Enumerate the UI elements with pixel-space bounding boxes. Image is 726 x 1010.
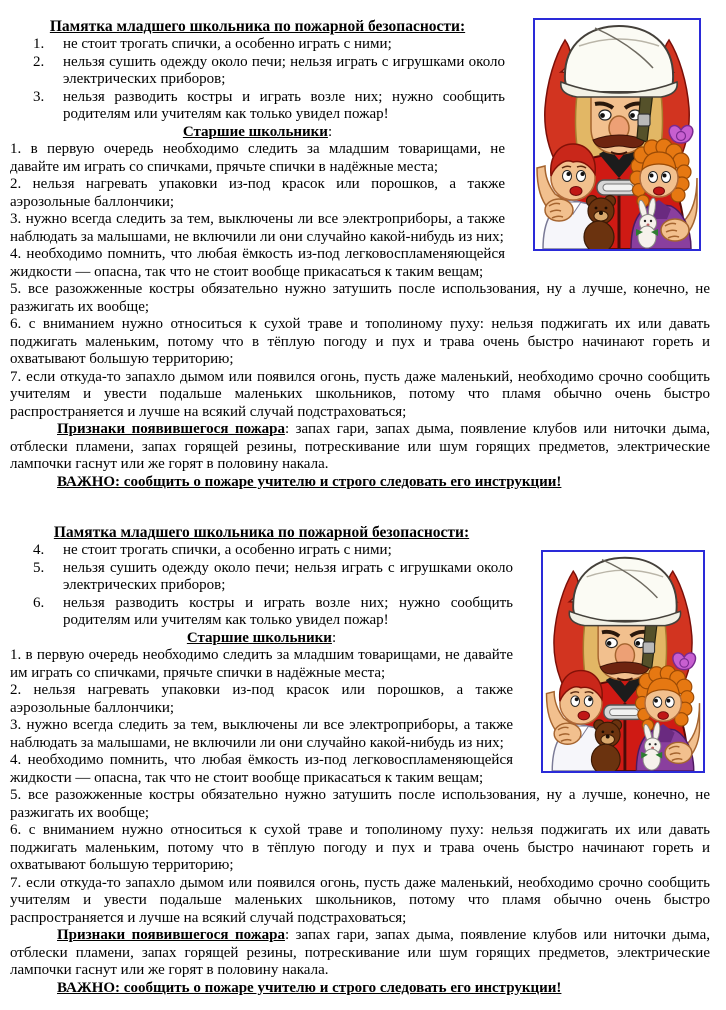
memo-block-bottom (10, 524, 710, 997)
senior-rule-paragraph: 3. нужно всегда следить за тем, выключены ли все электроприборы, а также наблюдать за малышами, не включили ли они случайно какой-нибудь из них; (10, 211, 505, 245)
senior-rule-paragraph: 6. с вниманием нужно относиться к сухой траве и тополиному пуху: нельзя поджигать их или давать поджигать маленьким, потому что в тёплую погоду и пух и трава очень быстро начинают гореть и охватывают большую территорию; (10, 822, 710, 873)
senior-rule-paragraph: 3. нужно всегда следить за тем, выключены ли все электроприборы, а также наблюдать за малышами, не включили ли они случайно какой-нибудь из них; (10, 717, 513, 751)
list-item-text: нельзя сушить одежду около печи; нельзя играть с игрушками около электрических приборов; (63, 559, 513, 593)
memo-block-top (10, 18, 710, 491)
fire-signs-paragraph (10, 927, 710, 980)
senior-heading-colon: : (331, 629, 337, 646)
senior-rule-paragraph: 1. в первую очередь необходимо следить за младшим товарищами, не давайте им играть со спичками, прячьте спички в надёжные места; (10, 141, 505, 175)
senior-rule-paragraph: 7. если откуда-то запахло дымом или появился огонь, пусть даже маленький, необходимо срочно сообщить учителям и увести подальше маленьких школьников, потому что пламя обычно очень быстро распространяется и лучше на всякий случай подстраховаться; (10, 874, 710, 926)
senior-heading-colon: : (327, 123, 333, 140)
list-item-number: 2. (33, 53, 45, 70)
list-item-text: не стоит трогать спички, а особенно играть с ними; (63, 36, 392, 52)
list-item-text: нельзя разводить костры и играть возле них; нужно сообщить родителям или учителям как только увидел пожар! (63, 88, 505, 122)
list-item-number: 1. (33, 36, 45, 52)
junior-safety-list (10, 542, 710, 630)
junior-list-item (10, 89, 710, 124)
senior-rule-paragraph: 5. все разожженные костры обязательно нужно затушить после использования, ну а лучше, конечно, не разжигать их вообще; (10, 787, 710, 821)
junior-list-item (10, 36, 710, 54)
junior-list-item (10, 54, 710, 89)
senior-rule-paragraph: 4. необходимо помнить, что любая ёмкость из-под легковоспламеняющейся жидкости — опасна, так что не стоит вообще прикасаться к таким вещам; (10, 246, 505, 280)
memo-title (10, 524, 710, 542)
senior-rule-paragraph: 5. все разожженные костры обязательно нужно затушить после использования, ну а лучше, конечно, не разжигать их вообще; (10, 281, 710, 315)
junior-list-item (10, 542, 710, 560)
important-note (10, 474, 710, 492)
list-item-text: нельзя разводить костры и играть возле них; нужно сообщить родителям или учителям как только увидел пожар! (63, 594, 513, 628)
memo-title-text: Памятка младшего школьника по пожарной безопасности: (49, 18, 466, 35)
fire-signs-body: запах гари, запах дыма, появление клубов или ниточки дыма, отблески пламени, запах горящей резины, потрескивание или шум горящих предметов, электрические лампочки гаснут или же горят в половину накала. (10, 927, 710, 978)
senior-rule-paragraph: 2. нельзя нагревать упаковки из-под красок или порошков, а также аэрозольные баллончики; (10, 682, 513, 716)
senior-heading-text: Старшие школьники (182, 123, 328, 140)
memo-title-text: Памятка младшего школьника по пожарной безопасности: (53, 524, 470, 541)
list-item-number: 4. (33, 542, 45, 558)
list-item-text: не стоит трогать спички, а особенно играть с ними; (63, 542, 392, 558)
senior-rule-paragraph: 6. с вниманием нужно относиться к сухой траве и тополиному пуху: нельзя поджигать их или давать поджигать маленьким, потому что в тёплую погоду и пух и трава очень быстро начинают гореть и охватывают большую территорию; (10, 316, 710, 367)
senior-rule-paragraph: 1. в первую очередь необходимо следить за младшим товарищами, не давайте им играть со спичками, прячьте спички в надёжные места; (10, 647, 513, 681)
junior-list-item (10, 560, 710, 595)
list-item-number: 5. (33, 559, 45, 576)
senior-rule-paragraph: 7. если откуда-то запахло дымом или появился огонь, пусть даже маленький, необходимо срочно сообщить учителям и увести подальше маленьких школьников, потому что пламя обычно очень быстро распространяется и лучше на всякий случай подстраховаться; (10, 368, 710, 420)
fire-signs-colon: : (284, 421, 296, 437)
junior-list-item (10, 595, 710, 630)
fire-signs-lead: Признаки появившегося пожара (57, 927, 285, 943)
fire-signs-paragraph (10, 421, 710, 474)
fire-signs-body: запах гари, запах дыма, появление клубов или ниточки дыма, отблески пламени, запах горящей резины, потрескивание или шум горящих предметов, электрические лампочки гаснут или же горят в половину накала. (10, 421, 710, 472)
important-note-text: ВАЖНО: сообщить о пожаре учителю и строго следовать его инструкции! (57, 473, 562, 490)
fire-signs-colon: : (284, 927, 296, 943)
important-note (10, 980, 710, 998)
senior-rule-paragraph: 2. нельзя нагревать упаковки из-под красок или порошков, а также аэрозольные баллончики; (10, 176, 505, 210)
list-item-number: 3. (33, 88, 45, 105)
list-item-number: 6. (33, 594, 45, 611)
senior-heading-text: Старшие школьники (186, 629, 332, 646)
list-item-text: нельзя сушить одежду около печи; нельзя играть с игрушками около электрических приборов; (63, 53, 505, 87)
senior-rule-paragraph: 4. необходимо помнить, что любая ёмкость из-под легковоспламеняющейся жидкости — опасна, так что не стоит вообще прикасаться к таким вещам; (10, 752, 513, 786)
fire-signs-lead: Признаки появившегося пожара (57, 421, 285, 437)
junior-safety-list (10, 36, 710, 124)
important-note-text: ВАЖНО: сообщить о пожаре учителю и строго следовать его инструкции! (57, 979, 562, 996)
